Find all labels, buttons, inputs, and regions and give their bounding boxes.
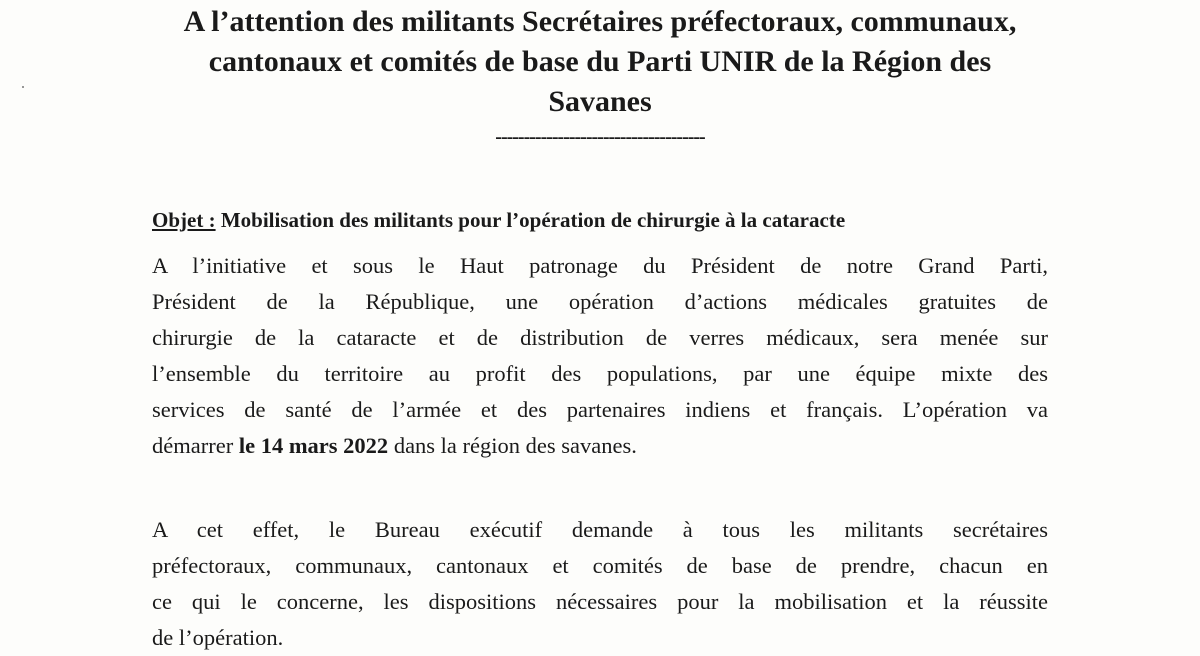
title-line: cantonaux et comités de base du Parti UNIR de la Région des (208, 45, 992, 78)
text-line: chirurgie de la cataracte et de distribution de verres médicaux, sera menée sur (152, 325, 1048, 350)
text-line (152, 428, 1048, 464)
text-line: préfectoraux, communaux, cantonaux et comités de base de prendre, chacun en (152, 553, 1048, 578)
subject-label: Objet : (152, 208, 216, 232)
title-line: Savanes (548, 85, 652, 118)
separator-line: ------------------------------------- (495, 126, 705, 148)
paragraph-2 (152, 512, 1048, 656)
subject-line (152, 208, 845, 233)
title-line: A l’attention des militants Secrétaires préfectoraux, communaux, (183, 5, 1017, 38)
text-line: services de santé de l’armée et des partenaires indiens et français. L’opération va (152, 397, 1048, 422)
text-line: l’ensemble du territoire au profit des populations, par une équipe mixte des (152, 361, 1048, 386)
date-highlight: le 14 mars 2022 (238, 433, 389, 458)
text-line: A l’initiative et sous le Haut patronage du Président de notre Grand Parti, (152, 253, 1048, 278)
text-segment: dans la région des savanes. (388, 433, 637, 458)
subject-text: Mobilisation des militants pour l’opération de chirurgie à la cataracte (215, 208, 846, 232)
paragraph-1 (152, 248, 1048, 464)
document-title (100, 2, 1100, 122)
text-line: Président de la République, une opération d’actions médicales gratuites de (152, 289, 1048, 314)
scan-speck (22, 86, 24, 88)
text-line: A cet effet, le Bureau exécutif demande à tous les militants secrétaires (152, 517, 1048, 542)
text-segment: démarrer (152, 433, 239, 458)
text-line: de l’opération. (152, 625, 284, 650)
text-line: ce qui le concerne, les dispositions nécessaires pour la mobilisation et la réussite (152, 589, 1048, 614)
